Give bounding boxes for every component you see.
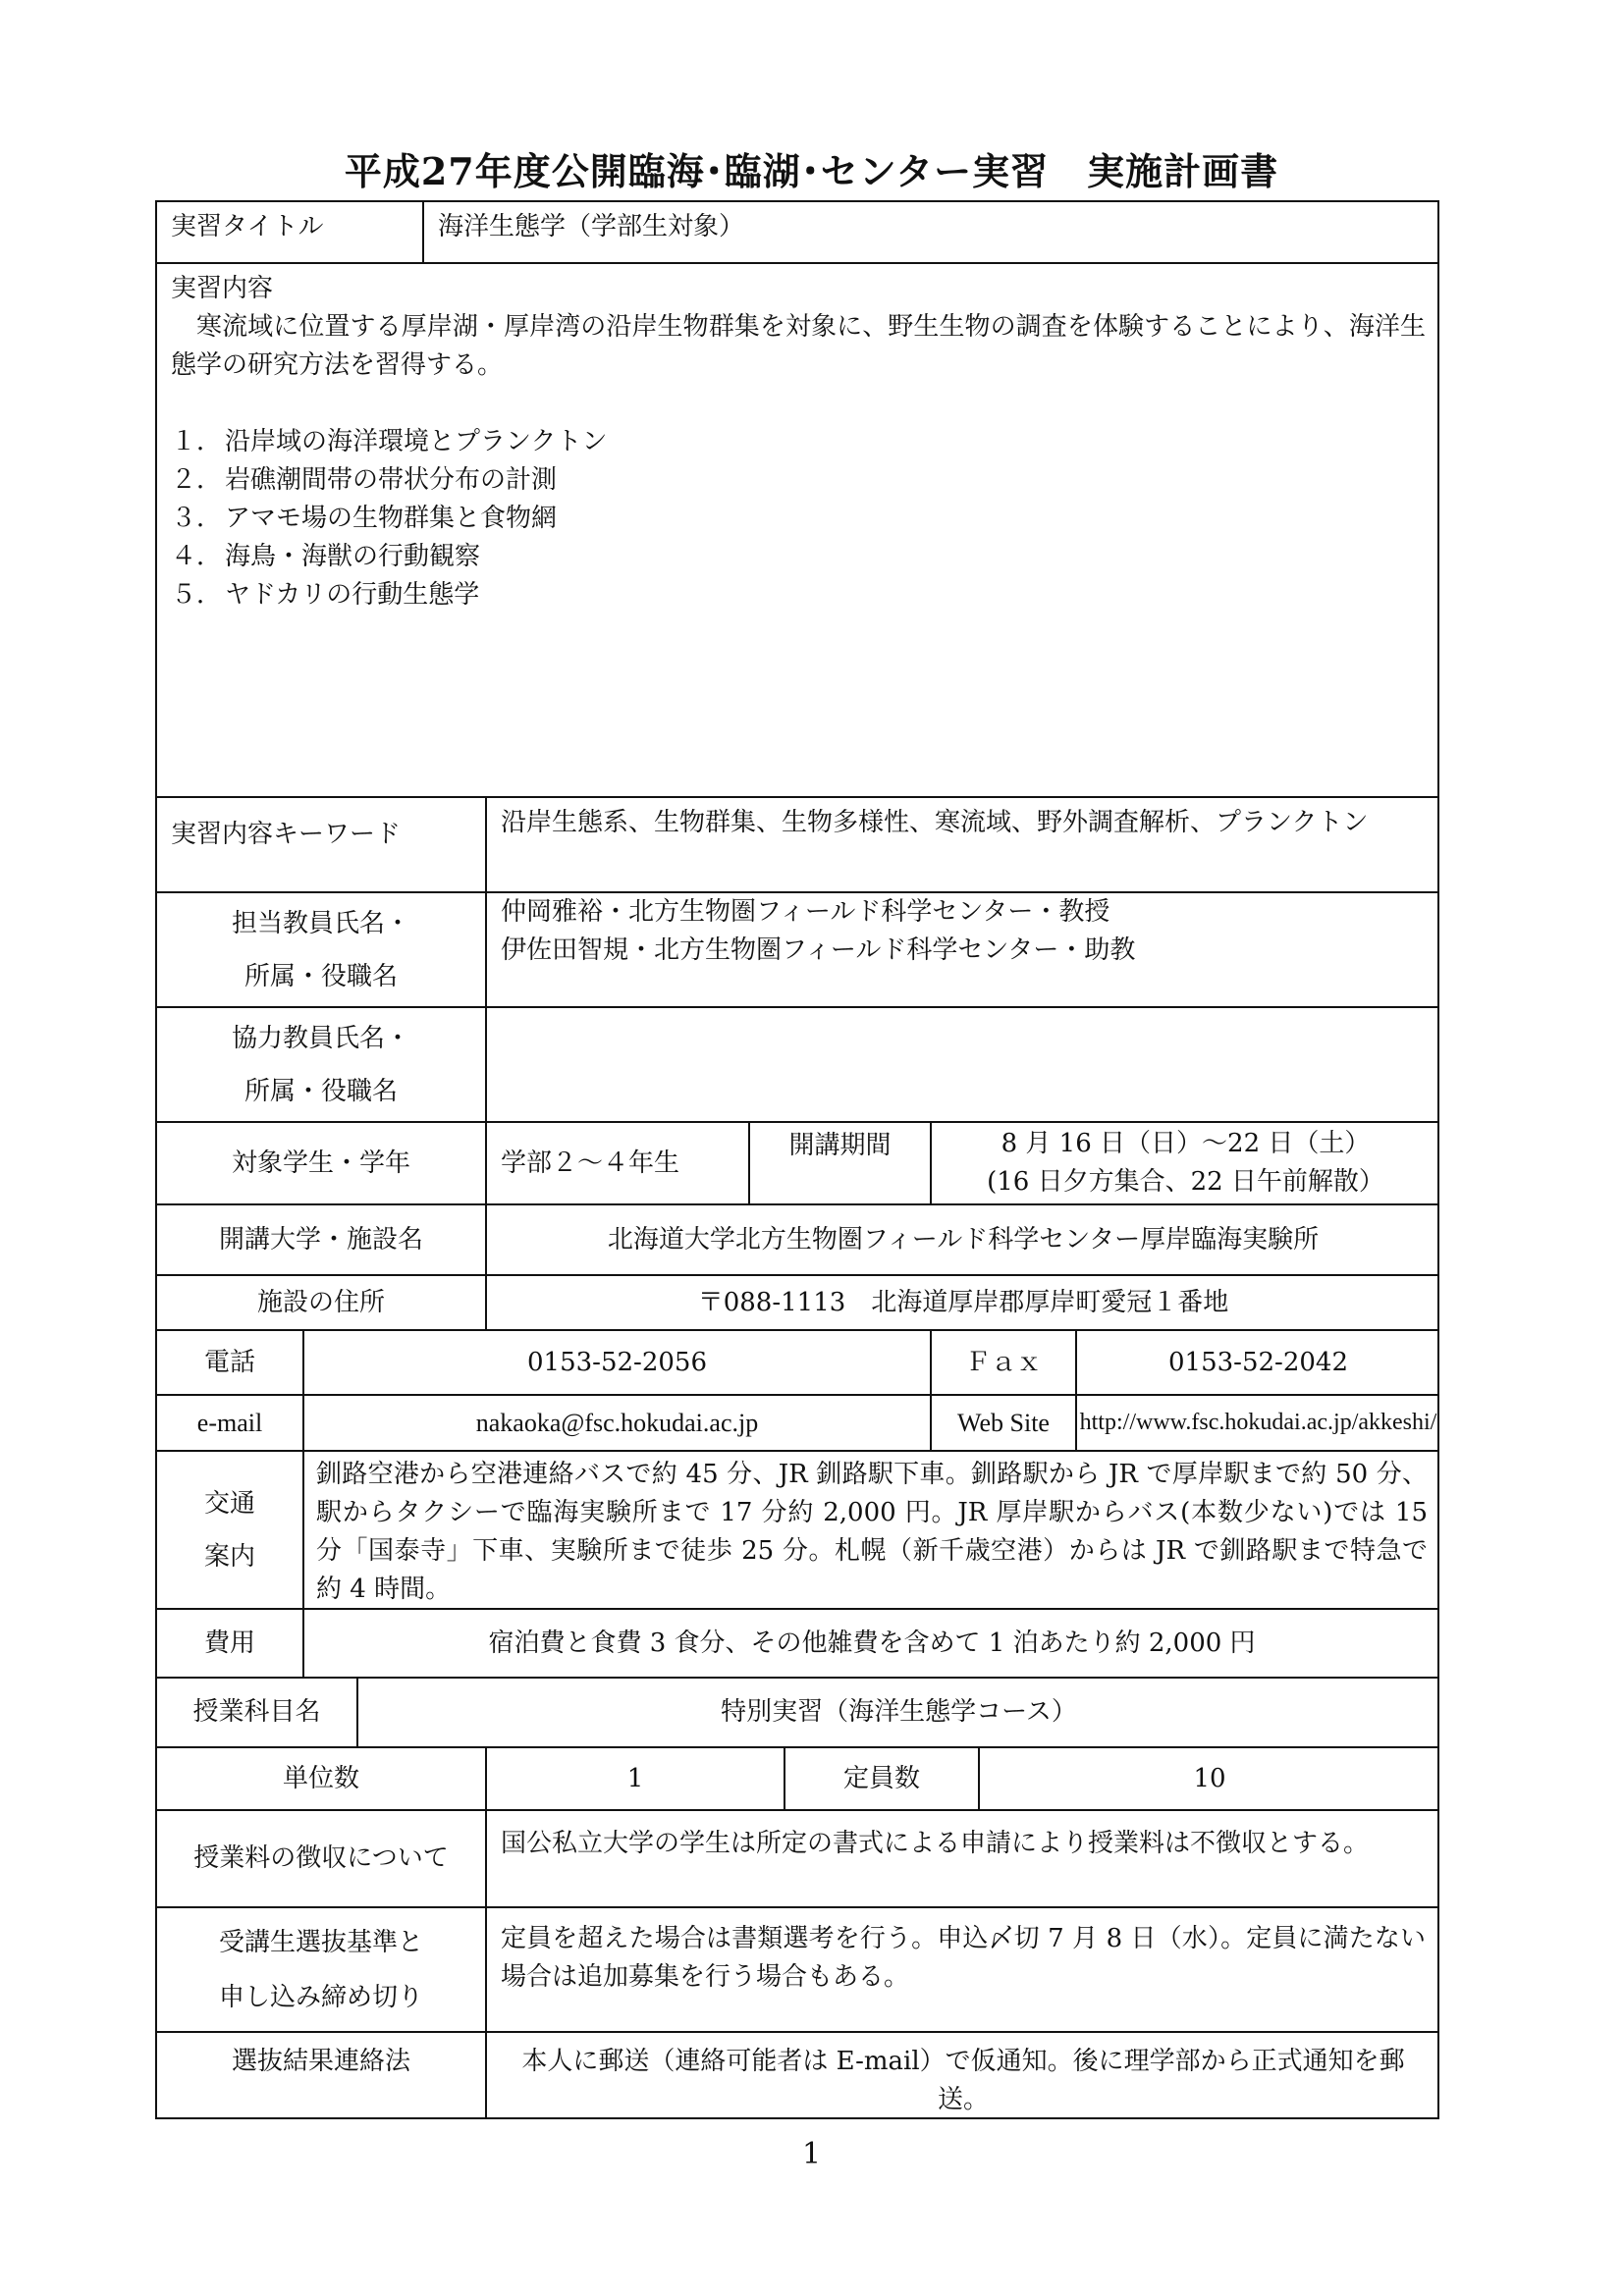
web-value[interactable]: http://www.fsc.hokudai.ac.jp/akkeshi/	[1077, 1396, 1439, 1452]
page-number: 1	[801, 2137, 822, 2171]
email-value[interactable]: nakaoka@fsc.hokudai.ac.jp	[304, 1396, 932, 1452]
cooperating-label: 協力教員氏名・ 所属・役職名	[157, 1008, 487, 1123]
tuition-label: 授業料の徴収について	[157, 1811, 487, 1908]
access-value: 釧路空港から空港連絡バスで約 45 分、JR 釧路駅下車。釧路駅から JR で厚岸駅まで約 50 分、駅からタクシーで臨海実験所まで 17 分約 2,000 円。JR 厚岸駅からバス(本数少ない)では 15 分「国泰寺」下車、実験所まで徒歩 25 分。札幌（新千歳空港）からは JR で釧路駅まで特急で約 4 時間。	[304, 1452, 1439, 1610]
host-label: 開講大学・施設名	[157, 1205, 487, 1276]
fax-label: Ｆａｘ	[932, 1331, 1077, 1396]
title-label: 実習タイトル	[157, 202, 424, 264]
target-label: 対象学生・学年	[157, 1123, 487, 1205]
host-value: 北海道大学北方生物圏フィールド科学センター厚岸臨海実験所	[487, 1205, 1439, 1276]
selection-label: 受講生選抜基準と 申し込み締め切り	[157, 1908, 487, 2033]
selection-value: 定員を超えた場合は書類選考を行う。申込〆切 7 月 8 日（水）。定員に満たない場合は追加募集を行う場合もある。	[487, 1908, 1439, 2033]
credits-label: 単位数	[157, 1748, 487, 1811]
document-title: 平成27年度公開臨海･臨湖･センター実習 実施計画書	[344, 149, 1279, 193]
instructors-value: 仲岡雅裕・北方生物圏フィールド科学センター・教授 伊佐田智規・北方生物圏フィールド科学センター・助教	[487, 893, 1439, 1008]
plan-form-table	[155, 200, 1439, 2119]
credits-value: 1	[487, 1748, 785, 1811]
address-value: 〒088-1113 北海道厚岸郡厚岸町愛冠１番地	[487, 1276, 1439, 1331]
keywords-value: 沿岸生態系、生物群集、生物多様性、寒流域、野外調査解析、プランクトン	[487, 798, 1439, 893]
period-label: 開講期間	[750, 1123, 932, 1205]
tuition-value: 国公私立大学の学生は所定の書式による申請により授業料は不徴収とする。	[487, 1811, 1439, 1908]
address-label: 施設の住所	[157, 1276, 487, 1331]
fax-value: 0153-52-2042	[1077, 1331, 1439, 1396]
phone-label: 電話	[157, 1331, 304, 1396]
content-list	[171, 423, 1426, 614]
phone-value: 0153-52-2056	[304, 1331, 932, 1396]
course-value: 特別実習（海洋生態学コース）	[358, 1679, 1439, 1748]
content-heading: 実習内容	[171, 274, 274, 303]
cooperating-value	[487, 1008, 1439, 1123]
web-label: Web Site	[932, 1396, 1077, 1452]
course-label: 授業科目名	[157, 1679, 358, 1748]
content-intro: 寒流域に位置する厚岸湖・厚岸湾の沿岸生物群集を対象に、野生生物の調査を体験することにより、海洋生態学の研究方法を習得する。	[171, 312, 1426, 380]
cost-value: 宿泊費と食費 3 食分、その他雑費を含めて 1 泊あたり約 2,000 円	[304, 1610, 1439, 1679]
target-value: 学部２～４年生	[487, 1123, 750, 1205]
list-item: ５． ヤドカリの行動生態学	[171, 580, 480, 610]
email-label: e-mail	[157, 1396, 304, 1452]
capacity-label: 定員数	[785, 1748, 980, 1811]
keywords-label: 実習内容キーワード	[157, 798, 487, 893]
cost-label: 費用	[157, 1610, 304, 1679]
instructors-label: 担当教員氏名・ 所属・役職名	[157, 893, 487, 1008]
list-item: ４． 海鳥・海獣の行動観察	[171, 542, 481, 571]
period-value: 8 月 16 日（日）～22 日（土） (16 日夕方集合、22 日午前解散）	[932, 1123, 1439, 1205]
access-label: 交通 案内	[157, 1452, 304, 1610]
list-item: １． 沿岸域の海洋環境とプランクトン	[171, 427, 608, 456]
notification-value: 本人に郵送（連絡可能者は E-mail）で仮通知。後に理学部から正式通知を郵送。	[521, 2047, 1405, 2114]
list-item: ３． アマモ場の生物群集と食物網	[171, 504, 558, 533]
content-cell	[157, 264, 1439, 798]
list-item: ２． 岩礁潮間帯の帯状分布の計測	[171, 465, 558, 495]
capacity-value: 10	[980, 1748, 1439, 1811]
notification-label: 選抜結果連絡法	[157, 2033, 487, 2119]
title-value: 海洋生態学（学部生対象）	[424, 202, 1439, 264]
